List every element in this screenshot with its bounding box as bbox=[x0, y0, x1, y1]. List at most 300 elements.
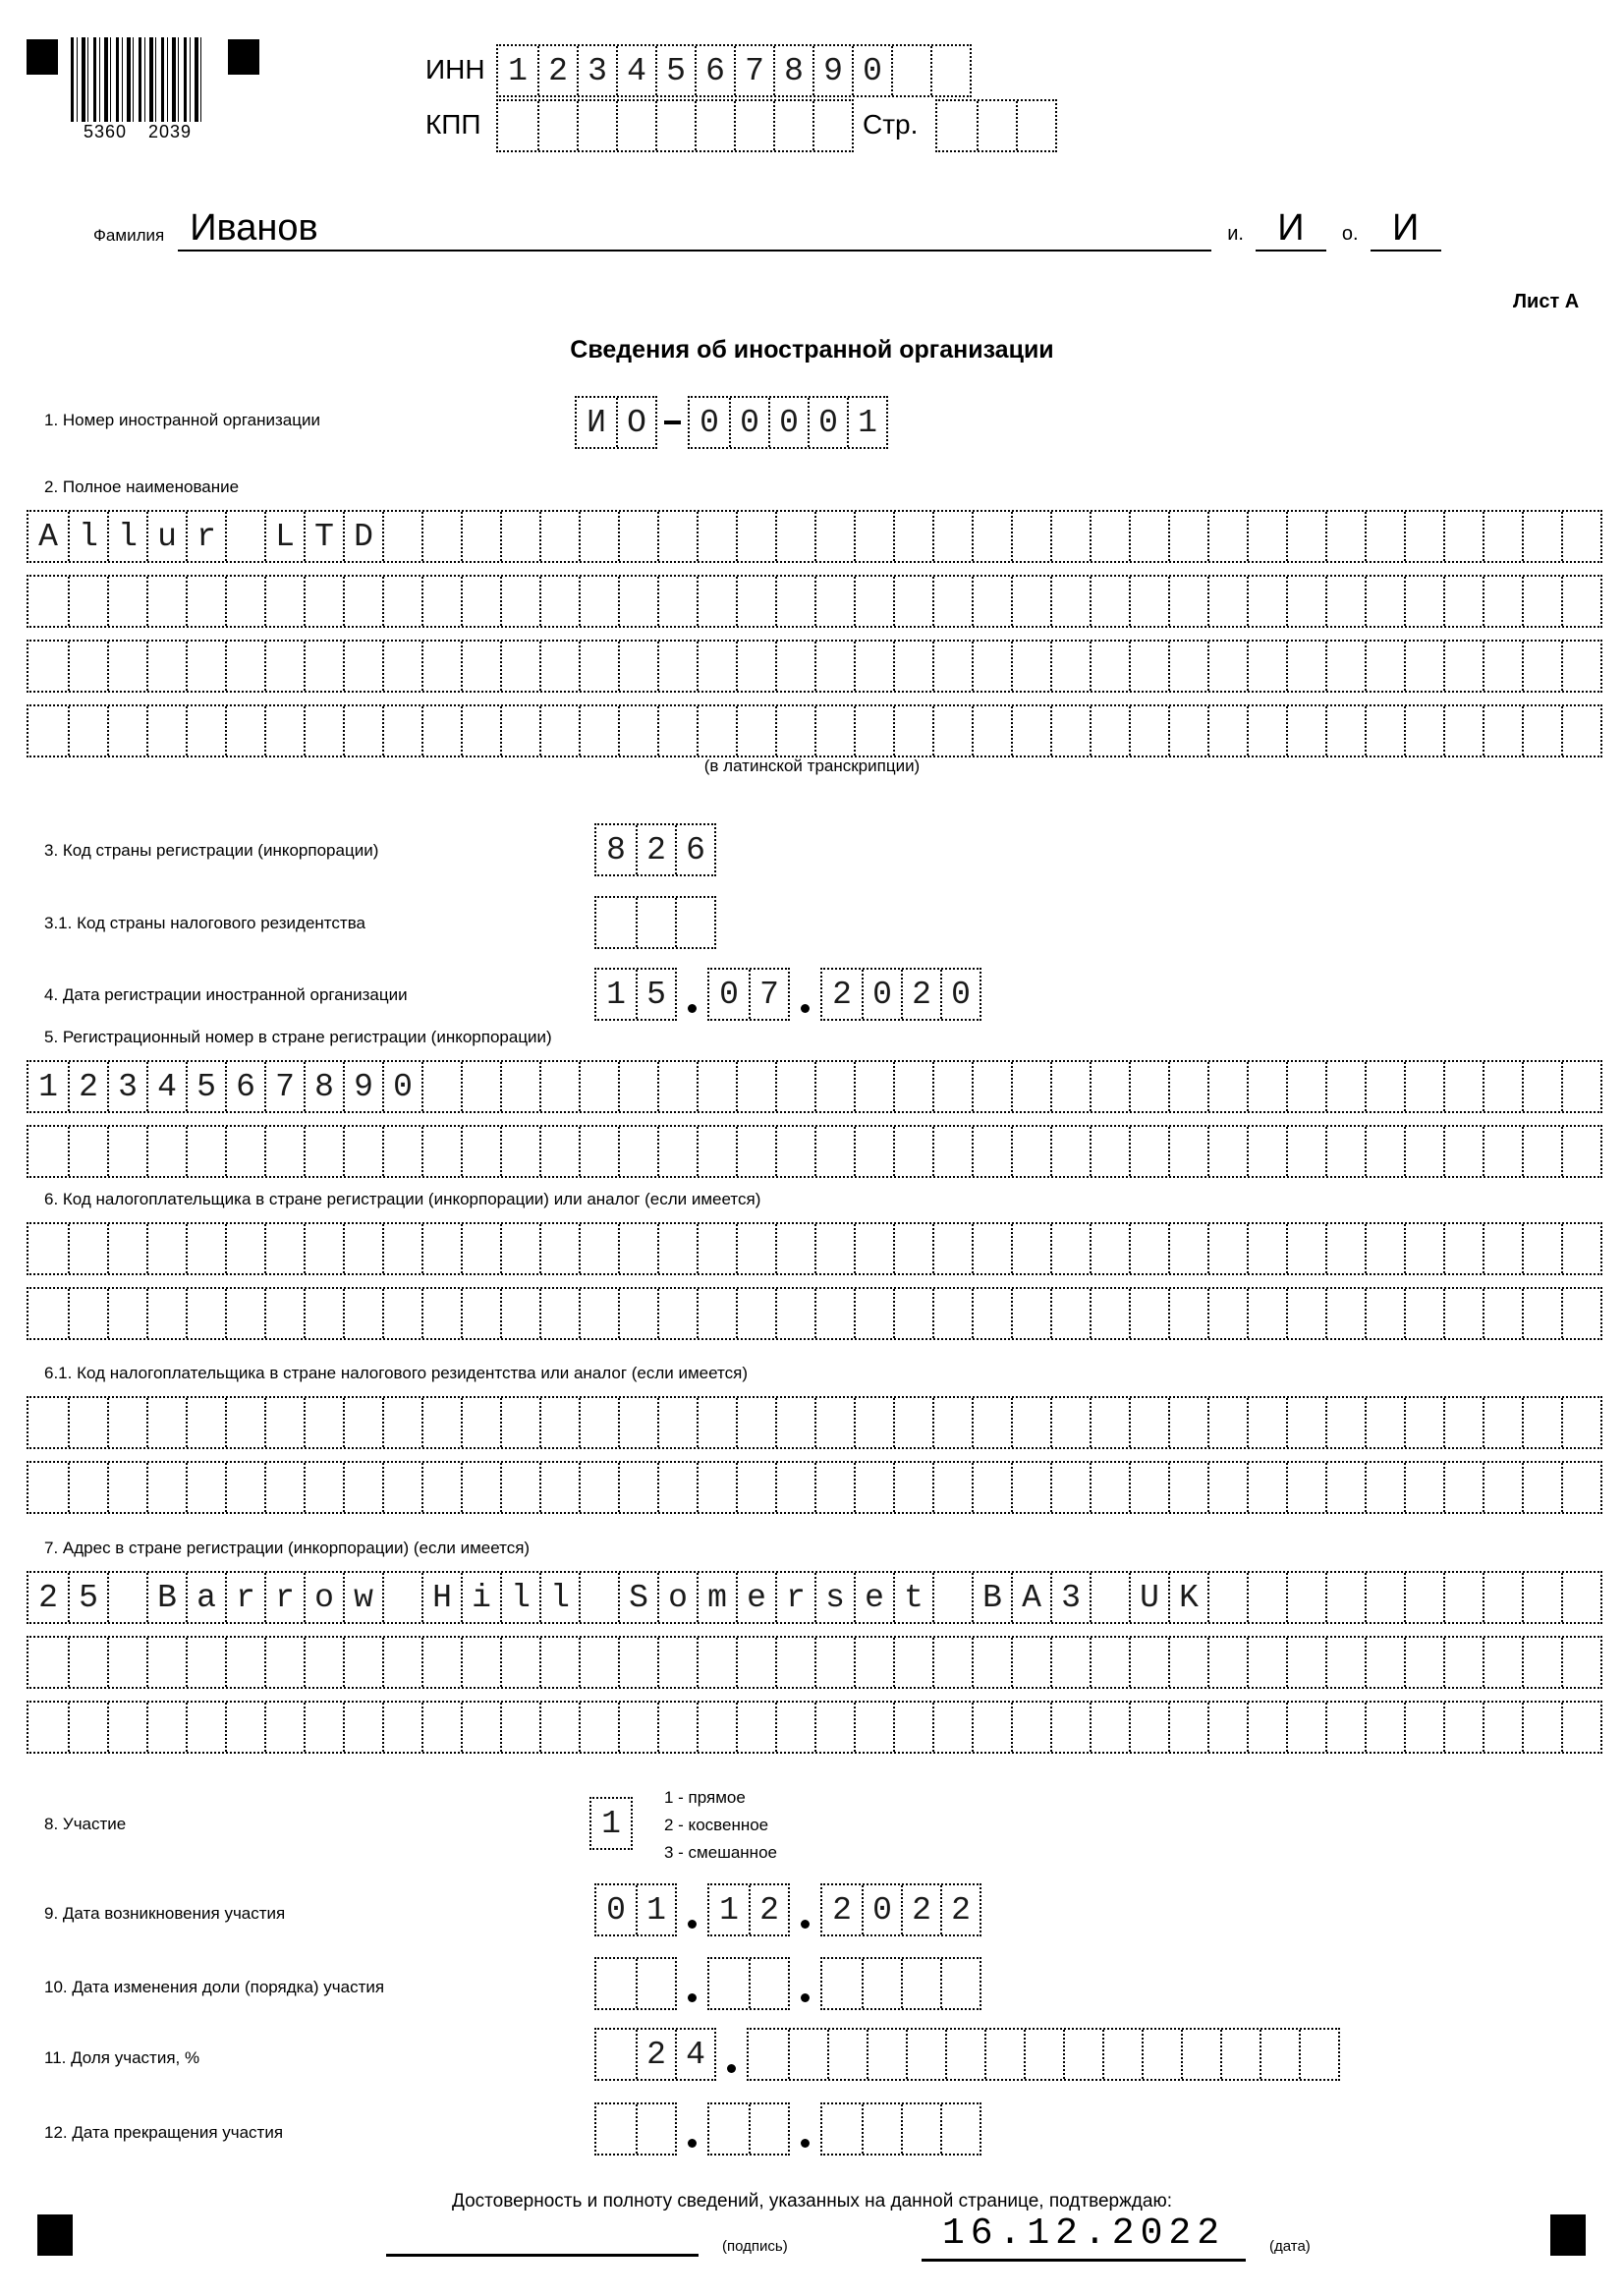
char-cell bbox=[1561, 1573, 1600, 1622]
char-cell: r bbox=[186, 512, 225, 561]
char-cell bbox=[1207, 1463, 1247, 1512]
char-cell bbox=[736, 1289, 775, 1338]
char-cell bbox=[1129, 642, 1168, 691]
char-cell bbox=[461, 1703, 500, 1752]
char-cell bbox=[1011, 1638, 1050, 1687]
char-cell bbox=[893, 1062, 932, 1111]
char-cell: 0 bbox=[700, 404, 719, 441]
char-cell bbox=[932, 1398, 972, 1447]
char-cell bbox=[1365, 706, 1404, 756]
inn-cells bbox=[496, 44, 972, 97]
char-cell bbox=[1483, 1289, 1522, 1338]
char-cell bbox=[657, 1224, 697, 1273]
char-cell bbox=[107, 642, 146, 691]
field-5-grid bbox=[27, 1060, 1602, 1178]
char-cell bbox=[186, 706, 225, 756]
char-cell bbox=[421, 1398, 461, 1447]
char-cell bbox=[1207, 706, 1247, 756]
char-cell bbox=[579, 577, 618, 626]
char-cell bbox=[1522, 1289, 1561, 1338]
char-cell bbox=[68, 706, 107, 756]
char-cell bbox=[1443, 642, 1483, 691]
char-cell bbox=[500, 1224, 539, 1273]
char-cell bbox=[1365, 1289, 1404, 1338]
char-cell bbox=[814, 1289, 854, 1338]
char-cell bbox=[1207, 1127, 1247, 1176]
char-cell bbox=[461, 1127, 500, 1176]
signature-label: (подпись) bbox=[722, 2238, 788, 2255]
char-cell bbox=[1050, 1463, 1090, 1512]
char-cell bbox=[1325, 577, 1365, 626]
char-cell bbox=[940, 2104, 980, 2154]
char-cell bbox=[1207, 1289, 1247, 1338]
char-cell: D bbox=[343, 512, 382, 561]
char-cell bbox=[28, 1703, 68, 1752]
field-6-grid bbox=[27, 1222, 1602, 1340]
char-cell bbox=[1286, 1289, 1325, 1338]
char-cell bbox=[893, 577, 932, 626]
char-cell bbox=[854, 1127, 893, 1176]
char-cell: 4 bbox=[675, 2030, 714, 2079]
char-cell bbox=[932, 706, 972, 756]
char-cell bbox=[1247, 1638, 1286, 1687]
char-cell bbox=[736, 642, 775, 691]
page-number-cells bbox=[935, 99, 1057, 152]
char-cell: 7 bbox=[734, 46, 773, 95]
field-11-int-cells bbox=[594, 2028, 716, 2081]
char-cell bbox=[1024, 2030, 1063, 2079]
char-cell bbox=[1325, 706, 1365, 756]
char-cell bbox=[1090, 1638, 1129, 1687]
char-cell bbox=[107, 577, 146, 626]
char-cell bbox=[854, 1289, 893, 1338]
char-cell bbox=[657, 1289, 697, 1338]
char-cell bbox=[697, 1289, 736, 1338]
char-cell: o bbox=[304, 1573, 343, 1622]
char-cell: B bbox=[146, 1573, 186, 1622]
char-cell bbox=[225, 1638, 264, 1687]
char-cell bbox=[1090, 1289, 1129, 1338]
char-cell bbox=[901, 2104, 940, 2154]
char-cell bbox=[343, 1638, 382, 1687]
char-cell bbox=[343, 1703, 382, 1752]
char-cell: 2 bbox=[68, 1062, 107, 1111]
char-cell bbox=[1404, 512, 1443, 561]
char-cell bbox=[697, 512, 736, 561]
char-cell: 0 bbox=[940, 970, 980, 1019]
char-cell bbox=[814, 706, 854, 756]
char-cell bbox=[1247, 1289, 1286, 1338]
legend-item-mixed: 3 - смешанное bbox=[664, 1843, 777, 1862]
char-cell bbox=[421, 1463, 461, 1512]
char-cell bbox=[1404, 706, 1443, 756]
char-cell bbox=[1247, 1062, 1286, 1111]
char-cell bbox=[1011, 1289, 1050, 1338]
char-cell bbox=[1102, 2030, 1142, 2079]
char-cell bbox=[382, 1573, 421, 1622]
char-cell bbox=[1168, 1289, 1207, 1338]
char-cell bbox=[1168, 1398, 1207, 1447]
char-cell bbox=[1325, 1398, 1365, 1447]
surname-label: Фамилия bbox=[93, 226, 165, 245]
char-cell: 9 bbox=[812, 46, 852, 95]
char-cell bbox=[539, 1398, 579, 1447]
char-cell: 9 bbox=[343, 1062, 382, 1111]
form-title: Сведения об иностранной организации bbox=[570, 336, 1054, 364]
char-cell bbox=[461, 1463, 500, 1512]
field-5-label: 5. Регистрационный номер в стране регистрации (инкорпорации) bbox=[44, 1028, 552, 1046]
char-cell bbox=[932, 1638, 972, 1687]
legend-item-indirect: 2 - косвенное bbox=[664, 1816, 769, 1834]
char-cell bbox=[1247, 512, 1286, 561]
char-cell bbox=[579, 1289, 618, 1338]
char-cell bbox=[972, 1224, 1011, 1273]
char-cell bbox=[736, 1703, 775, 1752]
field-4-year-cells bbox=[820, 968, 981, 1021]
char-cell bbox=[421, 1638, 461, 1687]
char-cell bbox=[1325, 1289, 1365, 1338]
char-cell bbox=[28, 706, 68, 756]
char-cell bbox=[421, 1703, 461, 1752]
char-cell bbox=[1325, 1703, 1365, 1752]
char-cell bbox=[1365, 1224, 1404, 1273]
char-cell bbox=[891, 46, 930, 95]
char-cell bbox=[1561, 1289, 1600, 1338]
kpp-cells bbox=[496, 99, 854, 152]
char-cell bbox=[264, 1398, 304, 1447]
char-cell bbox=[539, 1127, 579, 1176]
char-cell bbox=[1050, 706, 1090, 756]
char-cell bbox=[1325, 1127, 1365, 1176]
char-cell bbox=[264, 1463, 304, 1512]
char-cell bbox=[421, 642, 461, 691]
char-cell bbox=[734, 101, 773, 150]
char-cell bbox=[1561, 1703, 1600, 1752]
char-cell bbox=[421, 577, 461, 626]
char-cell bbox=[1365, 1703, 1404, 1752]
char-cell bbox=[814, 1127, 854, 1176]
char-cell bbox=[28, 642, 68, 691]
barcode bbox=[71, 37, 204, 122]
date-dot bbox=[688, 1004, 697, 1013]
char-cell bbox=[146, 706, 186, 756]
field-8-label: 8. Участие bbox=[44, 1815, 127, 1833]
char-cell bbox=[1483, 577, 1522, 626]
char-cell bbox=[186, 642, 225, 691]
char-cell bbox=[1443, 1062, 1483, 1111]
char-cell bbox=[657, 1127, 697, 1176]
char-cell bbox=[225, 512, 264, 561]
char-cell bbox=[107, 1703, 146, 1752]
field-7-grid bbox=[27, 1571, 1602, 1754]
char-cell bbox=[618, 1224, 657, 1273]
char-cell bbox=[539, 642, 579, 691]
char-cell bbox=[636, 1959, 675, 2008]
char-cell: 2 bbox=[832, 976, 852, 1013]
char-cell bbox=[1561, 512, 1600, 561]
char-cell: 0 bbox=[382, 1062, 421, 1111]
char-cell bbox=[500, 1638, 539, 1687]
char-cell: r bbox=[225, 1573, 264, 1622]
char-cell: 1 bbox=[719, 1891, 739, 1929]
char-cell bbox=[1247, 1127, 1286, 1176]
date-dot bbox=[801, 1920, 810, 1929]
char-cell bbox=[343, 642, 382, 691]
char-cell bbox=[736, 1463, 775, 1512]
char-cell bbox=[1404, 577, 1443, 626]
char-cell bbox=[867, 2030, 906, 2079]
char-cell: s bbox=[814, 1573, 854, 1622]
char-cell bbox=[1522, 1062, 1561, 1111]
field-10-day-cells bbox=[594, 1957, 677, 2010]
char-cell bbox=[1207, 1062, 1247, 1111]
char-cell: 6 bbox=[695, 46, 734, 95]
char-cell bbox=[1299, 2030, 1338, 2079]
char-cell bbox=[1011, 577, 1050, 626]
char-cell bbox=[1011, 1398, 1050, 1447]
char-cell: 0 bbox=[768, 398, 808, 447]
page-number-label: Стр. bbox=[863, 109, 919, 140]
char-cell bbox=[343, 1224, 382, 1273]
field-12-month-cells bbox=[707, 2102, 790, 2156]
char-cell: r bbox=[775, 1573, 814, 1622]
char-cell bbox=[1561, 1062, 1600, 1111]
char-cell bbox=[932, 1703, 972, 1752]
char-cell: 2 bbox=[636, 2030, 675, 2079]
char-cell bbox=[1561, 1224, 1600, 1273]
char-cell: 5 bbox=[68, 1573, 107, 1622]
char-cell-row bbox=[27, 1571, 1602, 1624]
char-cell bbox=[264, 706, 304, 756]
char-cell bbox=[186, 1638, 225, 1687]
char-cell bbox=[1325, 1224, 1365, 1273]
char-cell bbox=[814, 642, 854, 691]
registration-mark-bottom-left bbox=[37, 2214, 73, 2256]
char-cell bbox=[1365, 1398, 1404, 1447]
char-cell bbox=[1404, 1127, 1443, 1176]
char-cell bbox=[1483, 512, 1522, 561]
char-cell bbox=[972, 1127, 1011, 1176]
char-cell bbox=[1220, 2030, 1260, 2079]
char-cell bbox=[146, 1703, 186, 1752]
char-cell bbox=[1090, 1463, 1129, 1512]
char-cell: 2 bbox=[749, 1885, 788, 1934]
char-cell bbox=[930, 46, 970, 95]
middle-initial-label: о. bbox=[1341, 223, 1359, 245]
char-cell bbox=[382, 1289, 421, 1338]
char-cell bbox=[539, 512, 579, 561]
char-cell bbox=[1207, 1398, 1247, 1447]
char-cell bbox=[736, 706, 775, 756]
char-cell bbox=[657, 1398, 697, 1447]
field-12-date-cells bbox=[594, 2102, 981, 2156]
char-cell bbox=[1247, 706, 1286, 756]
char-cell bbox=[1011, 1463, 1050, 1512]
char-cell bbox=[618, 577, 657, 626]
field-9-date-cells bbox=[594, 1883, 981, 1936]
char-cell bbox=[657, 1062, 697, 1111]
registration-mark-bottom-right bbox=[1550, 2214, 1586, 2256]
char-cell bbox=[539, 577, 579, 626]
char-cell bbox=[977, 101, 1016, 150]
char-cell bbox=[736, 1224, 775, 1273]
field-9-label: 9. Дата возникновения участия bbox=[44, 1904, 286, 1923]
char-cell: m bbox=[697, 1573, 736, 1622]
char-cell bbox=[1050, 642, 1090, 691]
char-cell: 0 bbox=[719, 976, 739, 1013]
person-row bbox=[93, 206, 1441, 252]
field-4-date-cells bbox=[594, 968, 981, 1021]
char-cell bbox=[1286, 512, 1325, 561]
char-cell bbox=[854, 1062, 893, 1111]
char-cell bbox=[1325, 642, 1365, 691]
char-cell bbox=[932, 1224, 972, 1273]
char-cell bbox=[225, 1289, 264, 1338]
char-cell bbox=[1090, 1398, 1129, 1447]
surname-value: Иванов bbox=[178, 206, 1211, 252]
char-cell bbox=[382, 642, 421, 691]
char-cell bbox=[1247, 642, 1286, 691]
date-dot bbox=[801, 1004, 810, 1013]
char-cell bbox=[906, 2030, 945, 2079]
first-initial-value: И bbox=[1256, 206, 1326, 252]
char-cell bbox=[893, 1463, 932, 1512]
char-cell: 6 bbox=[675, 825, 714, 874]
char-cell bbox=[539, 1703, 579, 1752]
char-cell bbox=[1286, 642, 1325, 691]
char-cell bbox=[421, 1062, 461, 1111]
char-cell bbox=[1129, 706, 1168, 756]
char-cell bbox=[539, 1224, 579, 1273]
char-cell bbox=[1522, 1127, 1561, 1176]
char-cell bbox=[146, 577, 186, 626]
field-12-label: 12. Дата прекращения участия bbox=[44, 2123, 284, 2142]
char-cell bbox=[1207, 512, 1247, 561]
char-cell bbox=[1207, 1573, 1247, 1622]
char-cell bbox=[1443, 1127, 1483, 1176]
char-cell: И bbox=[587, 404, 606, 441]
char-cell bbox=[579, 1573, 618, 1622]
char-cell: 2 bbox=[636, 825, 675, 874]
char-cell: K bbox=[1168, 1573, 1207, 1622]
char-cell bbox=[421, 1289, 461, 1338]
char-cell bbox=[343, 1463, 382, 1512]
char-cell bbox=[225, 1127, 264, 1176]
char-cell: 2 bbox=[940, 1885, 980, 1934]
char-cell bbox=[500, 1463, 539, 1512]
char-cell bbox=[984, 2030, 1024, 2079]
char-cell bbox=[498, 101, 537, 150]
char-cell bbox=[893, 512, 932, 561]
char-cell bbox=[1483, 1638, 1522, 1687]
char-cell bbox=[1247, 1703, 1286, 1752]
char-cell bbox=[1404, 1703, 1443, 1752]
char-cell bbox=[1522, 706, 1561, 756]
char-cell bbox=[500, 706, 539, 756]
char-cell bbox=[1483, 1062, 1522, 1111]
char-cell bbox=[854, 1703, 893, 1752]
char-cell bbox=[697, 1638, 736, 1687]
char-cell bbox=[1129, 1463, 1168, 1512]
field-1-prefix-cells bbox=[575, 396, 657, 449]
char-cell bbox=[68, 1638, 107, 1687]
char-cell: A bbox=[38, 518, 58, 555]
char-cell-row bbox=[27, 1701, 1602, 1754]
char-cell bbox=[1168, 706, 1207, 756]
char-cell bbox=[709, 1959, 749, 2008]
char-cell bbox=[500, 577, 539, 626]
char-cell bbox=[736, 1062, 775, 1111]
field-10-month-cells bbox=[707, 1957, 790, 2010]
char-cell bbox=[500, 1289, 539, 1338]
char-cell bbox=[972, 1463, 1011, 1512]
char-cell bbox=[1404, 1398, 1443, 1447]
char-cell bbox=[68, 1398, 107, 1447]
char-cell bbox=[382, 577, 421, 626]
char-cell bbox=[1483, 1703, 1522, 1752]
char-cell bbox=[596, 2030, 636, 2079]
registration-mark-top-left bbox=[27, 39, 58, 75]
char-cell bbox=[775, 512, 814, 561]
field-9-month-cells bbox=[707, 1883, 790, 1936]
char-cell bbox=[775, 1062, 814, 1111]
char-cell bbox=[775, 1703, 814, 1752]
char-cell: B bbox=[972, 1573, 1011, 1622]
char-cell bbox=[1365, 1638, 1404, 1687]
char-cell bbox=[854, 1463, 893, 1512]
char-cell bbox=[697, 1224, 736, 1273]
char-cell bbox=[1129, 1289, 1168, 1338]
char-cell: e bbox=[854, 1573, 893, 1622]
char-cell bbox=[675, 898, 714, 947]
field-4-label: 4. Дата регистрации иностранной организации bbox=[44, 985, 408, 1004]
field-2-label: 2. Полное наименование bbox=[44, 477, 240, 496]
char-cell bbox=[28, 1127, 68, 1176]
char-cell: 3 bbox=[1050, 1573, 1090, 1622]
char-cell bbox=[421, 1224, 461, 1273]
char-cell bbox=[709, 2104, 749, 2154]
char-cell bbox=[1247, 1463, 1286, 1512]
char-cell bbox=[1325, 1573, 1365, 1622]
char-cell bbox=[421, 706, 461, 756]
char-cell: e bbox=[736, 1573, 775, 1622]
char-cell: 3 bbox=[107, 1062, 146, 1111]
char-cell bbox=[1522, 1638, 1561, 1687]
field-3-1-label: 3.1. Код страны налогового резидентства bbox=[44, 914, 365, 932]
char-cell bbox=[107, 1127, 146, 1176]
char-cell: o bbox=[657, 1573, 697, 1622]
char-cell bbox=[539, 1463, 579, 1512]
char-cell bbox=[1011, 1224, 1050, 1273]
char-cell bbox=[749, 2030, 788, 2079]
char-cell bbox=[186, 1398, 225, 1447]
char-cell: 0 bbox=[862, 970, 901, 1019]
char-cell bbox=[814, 1224, 854, 1273]
char-cell bbox=[1168, 1224, 1207, 1273]
char-cell bbox=[225, 706, 264, 756]
char-cell bbox=[1365, 577, 1404, 626]
char-cell: l bbox=[539, 1573, 579, 1622]
char-cell bbox=[1483, 1224, 1522, 1273]
char-cell bbox=[1207, 1224, 1247, 1273]
field-3-cells bbox=[594, 823, 716, 876]
char-cell bbox=[343, 577, 382, 626]
char-cell: 5 bbox=[636, 970, 675, 1019]
char-cell bbox=[1286, 1062, 1325, 1111]
char-cell bbox=[788, 2030, 827, 2079]
char-cell bbox=[972, 642, 1011, 691]
char-cell bbox=[932, 1127, 972, 1176]
